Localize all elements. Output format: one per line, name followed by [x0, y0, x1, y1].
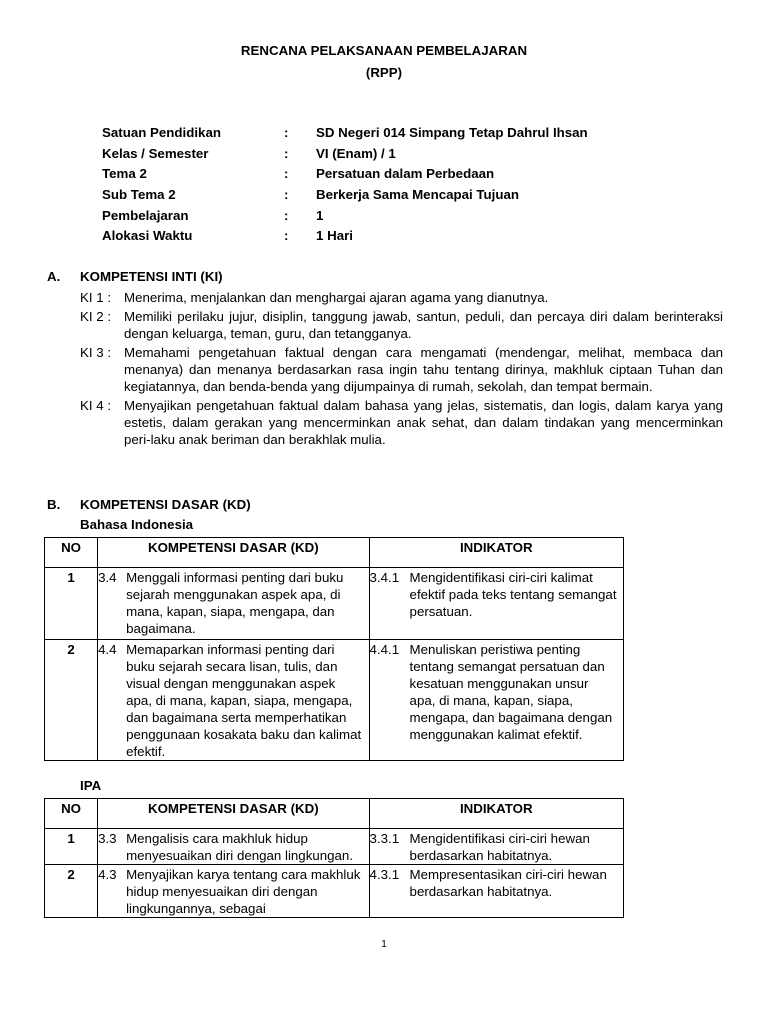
table-header-row	[45, 538, 624, 568]
table-row	[45, 640, 624, 761]
indikator-number: 4.3.1	[369, 867, 400, 882]
row-number: 2	[45, 640, 98, 761]
ki-text: Menyajikan pengetahuan faktual dalam bahasa yang jelas, sistematis, dan logis, dalam karya yang estetis, dalam gerakan yang mencerminkan anak sehat, dan dalam tindakan yang mencerminkan peri-laku anak beriman dan berakhlak mulia.	[124, 398, 723, 447]
indikator-cell	[369, 865, 623, 918]
identity-colon: :	[284, 166, 289, 182]
indikator-text: Mengidentifikasi ciri-ciri kalimat efektif pada teks tentang semangat persatuan.	[409, 570, 617, 619]
identity-colon: :	[284, 228, 289, 244]
identity-value: 1	[316, 207, 324, 223]
indikator-cell	[369, 568, 623, 640]
document-subtitle: (RPP)	[365, 65, 403, 80]
subject-heading-bahasa-indonesia: Bahasa Indonesia	[80, 517, 194, 532]
indikator-number: 4.4.1	[369, 642, 400, 657]
identity-colon: :	[284, 207, 289, 223]
kd-text: Menyajikan karya tentang cara makhluk hidup menyesuaikan diri dengan lingkungannya, sebagai	[126, 867, 361, 916]
column-header-indikator: INDIKATOR	[369, 799, 623, 829]
identity-label: Alokasi Waktu	[102, 228, 193, 244]
kd-number: 4.4	[98, 642, 117, 657]
section-title: KOMPETENSI DASAR (KD)	[80, 497, 251, 512]
kd-cell	[98, 829, 369, 865]
table-row	[45, 829, 624, 865]
column-header-kd: KOMPETENSI DASAR (KD)	[98, 799, 369, 829]
identity-colon: :	[284, 125, 289, 140]
kd-text: Mengalisis cara makhluk hidup menyesuaikan diri dengan lingkungan.	[126, 831, 354, 863]
identity-label: Sub Tema 2	[102, 187, 176, 203]
identity-value: SD Negeri 014 Simpang Tetap Dahrul Ihsan	[316, 125, 588, 140]
row-number: 2	[45, 865, 98, 918]
section-letter: B.	[47, 497, 61, 512]
kd-table-ipa	[44, 798, 624, 918]
section-a-heading	[47, 268, 223, 285]
ki-text: Menerima, menjalankan dan menghargai ajaran agama yang dianutnya.	[124, 290, 549, 305]
document-title: RENCANA PELAKSANAAN PEMBELAJARAN	[240, 43, 528, 58]
ki-list	[80, 289, 723, 450]
kd-number: 3.3	[98, 831, 117, 846]
kd-text: Menggali informasi penting dari buku sejarah menggunakan aspek apa, di mana, kapan, siapa, mengapa, dan bagaimana.	[126, 570, 344, 636]
identity-value: VI (Enam) / 1	[316, 145, 396, 161]
kd-cell	[98, 640, 369, 761]
identity-colon: :	[284, 145, 289, 161]
indikator-text: Mengidentifikasi ciri-ciri hewan berdasarkan habitatnya.	[409, 831, 590, 863]
identity-value: Persatuan dalam Perbedaan	[316, 166, 495, 182]
ki-item	[80, 308, 723, 342]
ki-item	[80, 289, 723, 306]
identity-label: Kelas / Semester	[102, 145, 209, 161]
identity-label: Tema 2	[102, 166, 147, 182]
ki-label: KI 4 :	[80, 398, 112, 413]
kd-cell	[98, 568, 369, 640]
ki-item	[80, 397, 723, 448]
identity-label: Pembelajaran	[102, 207, 189, 223]
row-number: 1	[45, 568, 98, 640]
column-header-indikator: INDIKATOR	[369, 538, 623, 568]
identity-value: 1 Hari	[316, 228, 353, 244]
column-header-no: NO	[45, 538, 98, 568]
ki-label: KI 3 :	[80, 345, 112, 360]
indikator-number: 3.3.1	[369, 831, 400, 846]
ki-label: KI 1 :	[80, 290, 112, 305]
ki-label: KI 2 :	[80, 309, 112, 324]
identity-colon: :	[284, 187, 289, 203]
section-title: KOMPETENSI INTI (KI)	[80, 269, 223, 284]
column-header-no: NO	[45, 799, 98, 829]
indikator-cell	[369, 640, 623, 761]
section-b-heading	[47, 496, 251, 513]
identity-label: Satuan Pendidikan	[102, 125, 221, 140]
identity-value: Berkerja Sama Mencapai Tujuan	[316, 187, 519, 203]
ki-text: Memahami pengetahuan faktual dengan cara mengamati (mendengar, melihat, membaca dan menanya) dan menanya berdasarkan rasa ingin tahu tentang dirinya, makhluk ciptaan Tuhan dan kegiatannya, dan benda-benda yang dijumpainya di rumah, sekolah, dan tempat bermain.	[124, 345, 723, 394]
ki-text: Memiliki perilaku jujur, disiplin, tanggung jawab, santun, peduli, dan percaya diri dalam berinteraksi dengan keluarga, teman, guru, dan tetangganya.	[124, 309, 723, 341]
table-header-row	[45, 799, 624, 829]
table-row	[45, 865, 624, 918]
ki-item	[80, 344, 723, 395]
table-row	[45, 568, 624, 640]
page-number: 1	[381, 939, 387, 950]
section-letter: A.	[47, 269, 61, 284]
row-number: 1	[45, 829, 98, 865]
kd-cell	[98, 865, 369, 918]
kd-text: Memaparkan informasi penting dari buku sejarah secara lisan, tulis, dan visual dengan menggunakan aspek apa, di mana, kapan, siapa, mengapa, dan bagaimana serta memperhatikan penggunaan kosakata baku dan kalimat efektif.	[126, 642, 362, 759]
indikator-number: 3.4.1	[369, 570, 400, 585]
indikator-text: Menuliskan peristiwa penting tentang semangat persatuan dan kesatuan menggunakan unsur apa, di mana, kapan, siapa, mengapa, dan bagaimana dengan menggunakan kalimat efektif.	[409, 642, 613, 742]
subject-heading-ipa: IPA	[80, 778, 102, 793]
indikator-text: Mempresentasikan ciri-ciri hewan berdasarkan habitatnya.	[409, 867, 607, 899]
kd-table-bahasa-indonesia	[44, 537, 624, 761]
column-header-kd: KOMPETENSI DASAR (KD)	[98, 538, 369, 568]
kd-number: 3.4	[98, 570, 117, 585]
kd-number: 4.3	[98, 867, 117, 882]
indikator-cell	[369, 829, 623, 865]
